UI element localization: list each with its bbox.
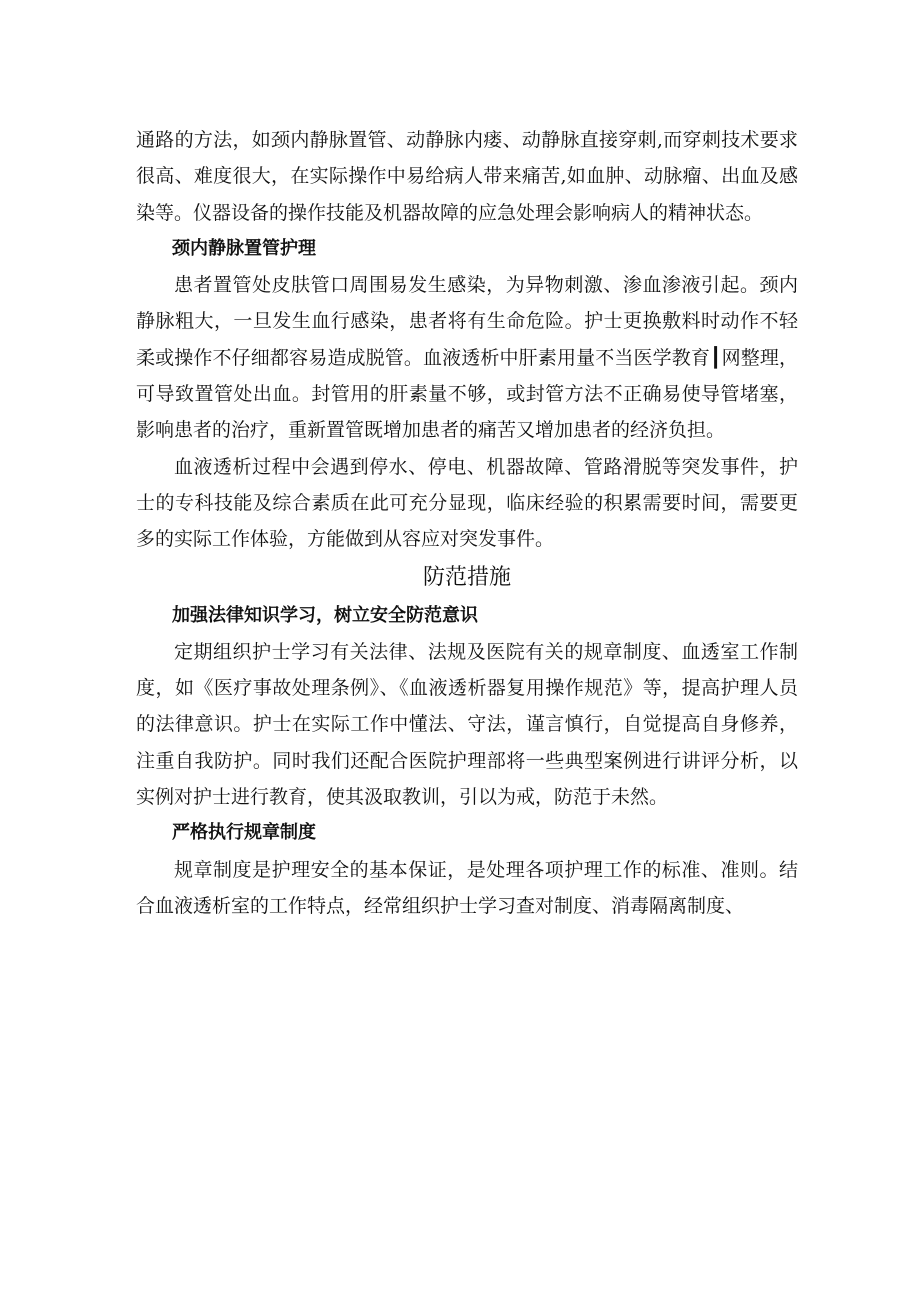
paragraph-rules: 规章制度是护理安全的基本保证，是处理各项护理工作的标准、准则。结合血液透析室的工作特点，经常组织护士学习查对制度、消毒隔离制度、 [136, 858, 798, 917]
paragraph-emergencies: 血液透析过程中会遇到停水、停电、机器故障、管路滑脱等突发事件，护士的专科技能及综合素质在此可充分显现，临床经验的积累需要时间，需要更多的实际工作体验，方能做到从容应对突发事件。 [136, 455, 798, 551]
subheading-legal-knowledge: 加强法律知识学习，树立安全防范意识 [172, 604, 478, 626]
subheading-rules-enforcement: 严格执行规章制度 [172, 822, 316, 844]
document-body [136, 122, 798, 924]
subheading-jugular-catheter-care: 颈内静脉置管护理 [172, 237, 316, 259]
paragraph-continued: 通路的方法，如颈内静脉置管、动静脉内瘘、动静脉直接穿刺,而穿刺技术要求很高、难度很大，在实际操作中易给病人带来痛苦,如血肿、动脉瘤、出血及感染等。仪器设备的操作技能及机器故障的应急处理会影响病人的精神状态。 [136, 129, 798, 224]
paragraph-catheter-infection: 患者置管处皮肤管口周围易发生感染，为异物刺激、渗血渗液引起。颈内静脉粗大，一旦发生血行感染，患者将有生命危险。护士更换敷料时动作不轻柔或操作不仔细都容易造成脱管。血液透析中肝素用量不当医学教育┃网整理，可导致置管处出血。封管用的肝素量不够，或封管方法不正确易使导管堵塞，影响患者的治疗，重新置管既增加患者的痛苦又增加患者的经济负担。 [136, 274, 798, 442]
section-title-prevention: 防范措施 [422, 564, 511, 590]
paragraph-legal-training: 定期组织护士学习有关法律、法规及医院有关的规章制度、血透室工作制度，如《医疗事故处理条例》、《血液透析器复用操作规范》等，提高护理人员的法律意识。护士在实际工作中懂法、守法，谨言慎行，自觉提高自身修养，注重自我防护。同时我们还配合医院护理部将一些典型案例进行讲评分析，以实例对护士进行教育，使其汲取教训，引以为戒，防范于未然。 [136, 640, 798, 809]
